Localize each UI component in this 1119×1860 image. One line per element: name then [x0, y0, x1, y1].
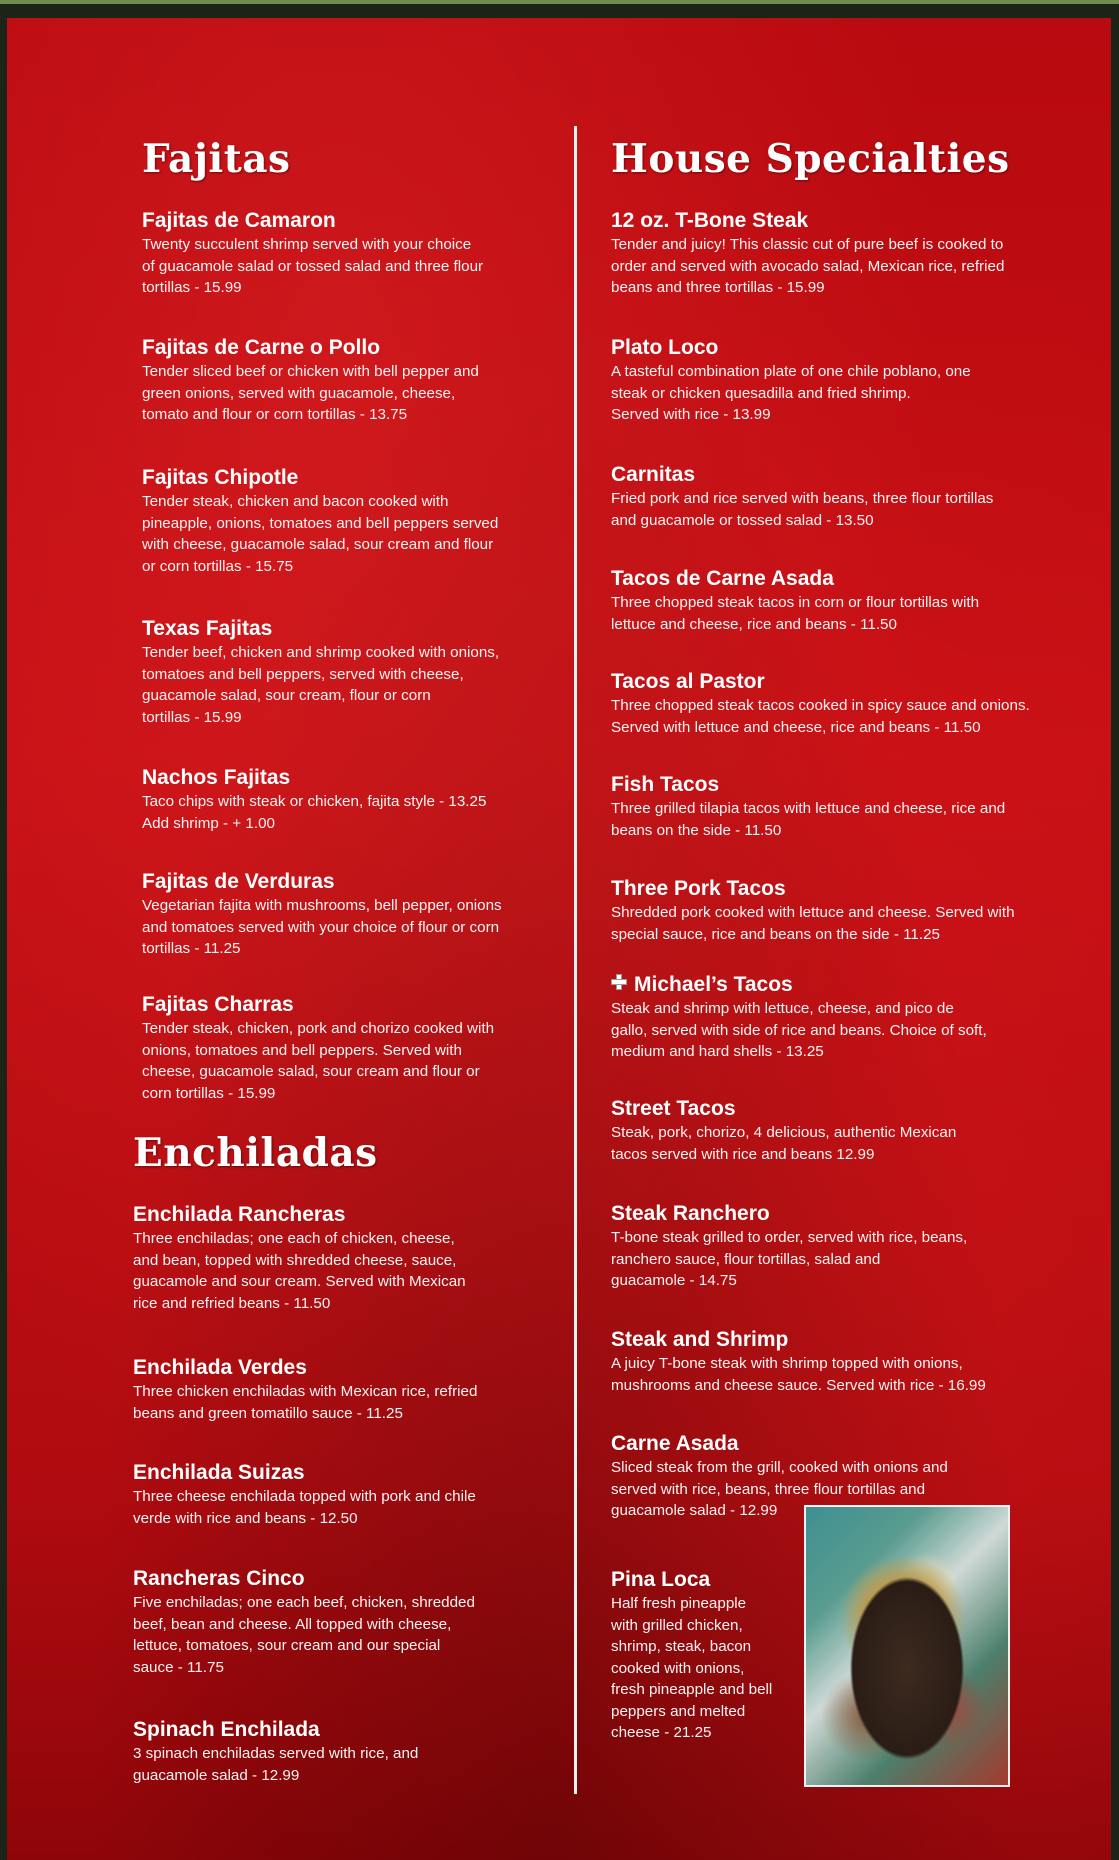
menu-item [611, 972, 987, 1063]
menu-item [142, 335, 479, 426]
menu-item [133, 1202, 466, 1314]
menu-item [611, 208, 1004, 299]
pina-loca-food-photo [804, 1505, 1010, 1787]
item-description: T-bone steak grilled to order, served with rice, beans, ranchero sauce, flour tortillas, salad and guacamole - 14.75 [611, 1229, 968, 1289]
item-name: Tacos de Carne Asada [611, 567, 834, 590]
item-name: Spinach Enchilada [133, 1718, 320, 1741]
item-name: Fajitas Chipotle [142, 466, 299, 489]
item-description: Tender beef, chicken and shrimp cooked with onions, tomatoes and bell peppers, served with cheese, guacamole salad, sour cream, flour or corn tortillas - 15.99 [142, 644, 500, 726]
menu-item [611, 1567, 772, 1744]
item-name: Carnitas [611, 463, 696, 486]
column-divider [574, 126, 577, 1794]
menu-item [142, 869, 502, 960]
item-description: Vegetarian fajita with mushrooms, bell pepper, onions and tomatoes served with your choice of flour or corn tortillas - 11.25 [142, 897, 502, 957]
menu-item [133, 1355, 477, 1424]
item-name: Steak Ranchero [611, 1202, 770, 1225]
item-name: Enchilada Rancheras [133, 1203, 346, 1226]
item-description: Three cheese enchilada topped with pork and chile verde with rice and beans - 12.50 [133, 1488, 476, 1527]
menu-item [611, 876, 1015, 945]
item-description: Tender sliced beef or chicken with bell pepper and green onions, served with guacamole, cheese, tomato and flour or corn tortillas - 13.75 [142, 363, 479, 423]
item-name: Enchilada Suizas [133, 1461, 305, 1484]
item-name: Carne Asada [611, 1432, 739, 1455]
item-description: Taco chips with steak or chicken, fajita style - 13.25 Add shrimp - + 1.00 [142, 793, 487, 832]
item-description: Twenty succulent shrimp served with your choice of guacamole salad or tossed salad and three flour tortillas - 15.99 [142, 236, 484, 296]
menu-item [142, 992, 494, 1104]
menu-item [611, 566, 979, 635]
item-description: Three enchiladas; one each of chicken, cheese, and bean, topped with shredded cheese, sauce, guacamole and sour cream. Served with Mexican rice and refried beans - 11.50 [133, 1230, 466, 1312]
item-name: Pina Loca [611, 1568, 711, 1591]
section-title-enchiladas: Enchiladas [133, 1130, 378, 1176]
item-name: Enchilada Verdes [133, 1356, 307, 1379]
item-description: Steak, pork, chorizo, 4 delicious, authentic Mexican tacos served with rice and beans 12.99 [611, 1124, 957, 1163]
menu-item [142, 465, 498, 577]
item-description: 3 spinach enchiladas served with rice, and guacamole salad - 12.99 [133, 1745, 419, 1784]
menu-page [7, 18, 1111, 1860]
menu-item [133, 1460, 476, 1529]
menu-item [133, 1566, 475, 1678]
item-name: Fajitas Charras [142, 993, 294, 1016]
menu-item [611, 1201, 967, 1292]
menu-item [142, 616, 499, 728]
item-name: 12 oz. T-Bone Steak [611, 209, 809, 232]
cross-icon [611, 974, 627, 990]
item-name: Fajitas de Verduras [142, 870, 335, 893]
section-title-house-specialties: House Specialties [611, 136, 1010, 182]
item-name: Tacos al Pastor [611, 670, 765, 693]
menu-item [133, 1717, 418, 1786]
item-name: Nachos Fajitas [142, 766, 291, 789]
item-name [611, 972, 987, 998]
menu-item [142, 765, 486, 834]
item-description: Steak and shrimp with lettuce, cheese, and pico de gallo, served with side of rice and beans. Choice of soft, medium and hard shells - 13.25 [611, 1000, 987, 1060]
item-name: Three Pork Tacos [611, 877, 786, 900]
item-name: Fish Tacos [611, 773, 720, 796]
menu-item [611, 669, 1030, 738]
item-name: Street Tacos [611, 1097, 736, 1120]
item-description: A tasteful combination plate of one chile poblano, one steak or chicken quesadilla and fried shrimp. Served with rice - 13.99 [611, 363, 971, 423]
item-description: Half fresh pineapple with grilled chicken, shrimp, steak, bacon cooked with onions, fresh pineapple and bell peppers and melted cheese - 21.25 [611, 1595, 773, 1741]
section-title-fajitas: Fajitas [142, 136, 291, 182]
item-description: Five enchiladas; one each beef, chicken, shredded beef, bean and cheese. All topped with cheese, lettuce, tomatoes, sour cream and our special sauce - 11.75 [133, 1594, 475, 1676]
item-description: Three chicken enchiladas with Mexican rice, refried beans and green tomatillo sauce - 11.25 [133, 1383, 478, 1422]
item-name: Fajitas de Carne o Pollo [142, 336, 381, 359]
item-description: Shredded pork cooked with lettuce and cheese. Served with special sauce, rice and beans on the side - 11.25 [611, 904, 1015, 943]
item-name: Steak and Shrimp [611, 1328, 789, 1351]
menu-item [142, 208, 483, 299]
item-description: Three grilled tilapia tacos with lettuce and cheese, rice and beans on the side - 11.50 [611, 800, 1006, 839]
item-description: Fried pork and rice served with beans, three flour tortillas and guacamole or tossed salad - 13.50 [611, 490, 994, 529]
top-strip [0, 0, 1119, 4]
menu-item [611, 335, 971, 426]
item-description: Three chopped steak tacos in corn or flour tortillas with lettuce and cheese, rice and beans - 11.50 [611, 594, 980, 633]
item-name: Texas Fajitas [142, 617, 273, 640]
menu-item [611, 1327, 986, 1396]
item-name: Rancheras Cinco [133, 1567, 305, 1590]
item-description: Three chopped steak tacos cooked in spicy sauce and onions. Served with lettuce and cheese, rice and beans - 11.50 [611, 697, 1030, 736]
item-description: Tender steak, chicken and bacon cooked with pineapple, onions, tomatoes and bell peppers served with cheese, guacamole salad, sour cream and flour or corn tortillas - 15.75 [142, 493, 499, 575]
item-name: Plato Loco [611, 336, 719, 359]
item-description: A juicy T-bone steak with shrimp topped with onions, mushrooms and cheese sauce. Served with rice - 16.99 [611, 1355, 986, 1394]
item-description: Tender and juicy! This classic cut of pure beef is cooked to order and served with avocado salad, Mexican rice, refried beans and three tortillas - 15.99 [611, 236, 1005, 296]
item-description: Tender steak, chicken, pork and chorizo cooked with onions, tomatoes and bell peppers. Served with cheese, guacamole salad, sour cream and flour or corn tortillas - 15.99 [142, 1020, 495, 1102]
item-name-text: Michael’s Tacos [634, 973, 793, 996]
item-name: Fajitas de Camaron [142, 209, 336, 232]
item-description: Sliced steak from the grill, cooked with onions and served with rice, beans, three flour tortillas and guacamole salad - 12.99 [611, 1459, 948, 1519]
menu-item [611, 462, 993, 531]
menu-item [611, 1096, 956, 1165]
menu-item [611, 772, 1005, 841]
